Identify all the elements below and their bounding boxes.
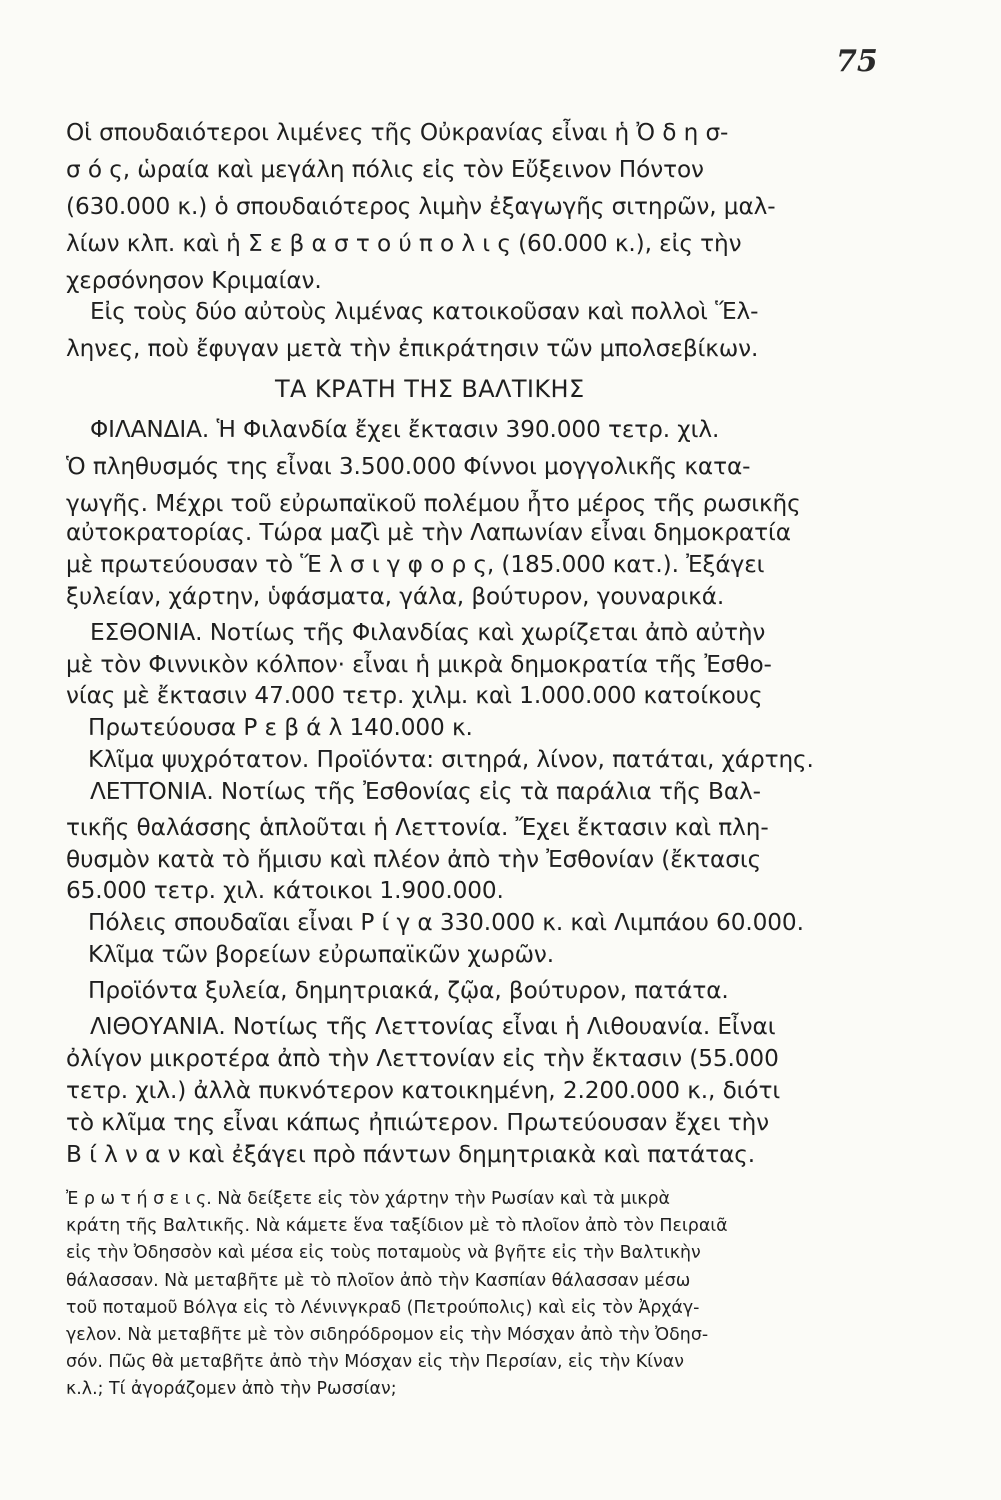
text-line: Πρωτεύουσα Ρ ε β ά λ 140.000 κ.	[88, 714, 473, 741]
text-line: αὐτοκρατορίας. Τώρα μαζὶ μὲ τὴν Λαπωνίαν εἶναι δημοκρατία	[66, 519, 791, 546]
question-line: τοῦ ποταμοῦ Βόλγα εἰς τὸ Λένινγκραδ (Πετρούπολις) καὶ εἰς τὸν Ἀρχάγ-	[66, 1297, 700, 1318]
text-line: ξυλείαν, χάρτην, ὑφάσματα, γάλα, βούτυρον, γουναρικά.	[66, 583, 725, 610]
text-line: Ὁ πληθυσμός της εἶναι 3.500.000 Φίννοι μογγολικῆς κατα-	[66, 453, 751, 480]
question-line: σόν. Πῶς θὰ μεταβῆτε ἀπὸ τὴν Μόσχαν εἰς τὴν Περσίαν, εἰς τὴν Κίναν	[66, 1352, 684, 1373]
text-line: ΛΕΤΤΟΝΙΑ. Νοτίως τῆς Ἐσθονίας εἰς τὰ παράλια τῆς Βαλ-	[90, 778, 761, 805]
text-line: (630.000 κ.) ὁ σπουδαιότερος λιμὴν ἐξαγωγῆς σιτηρῶν, μαλ-	[66, 193, 776, 220]
question-line: κ.λ.; Τί ἀγοράζομεν ἀπὸ τὴν Ρωσσίαν;	[66, 1379, 397, 1400]
text-line: μὲ τὸν Φιννικὸν κόλπον· εἶναι ἡ μικρὰ δημοκρατία τῆς Ἐσθο-	[66, 651, 772, 678]
text-line: 65.000 τετρ. χιλ. κάτοικοι 1.900.000.	[66, 877, 504, 904]
text-line: νίας μὲ ἔκτασιν 47.000 τετρ. χιλμ. καὶ 1.000.000 κατοίκους	[66, 682, 763, 709]
text-line: γωγῆς. Μέχρι τοῦ εὐρωπαϊκοῦ πολέμου ἦτο μέρος τῆς ρωσικῆς	[66, 490, 801, 517]
question-line: Ἐ ρ ω τ ή σ ε ι ς. Νὰ δείξετε εἰς τὸν χάρτην τὴν Ρωσίαν καὶ τὰ μικρὰ	[66, 1189, 671, 1209]
text-line: θυσμὸν κατὰ τὸ ἥμισυ καὶ πλέον ἀπὸ τὴν Ἐσθονίαν (ἔκτασις	[66, 846, 762, 873]
text-line: λίων κλπ. καὶ ἡ Σ ε β α σ τ ο ύ π ο λ ι ς (60.000 κ.), εἰς τὴν	[66, 230, 742, 257]
text-line: σ ό ς, ὡραία καὶ μεγάλη πόλις εἰς τὸν Εὔξεινον Πόντον	[66, 156, 704, 183]
text-line: ληνες, ποὺ ἔφυγαν μετὰ τὴν ἐπικράτησιν τῶν μπολσεβίκων.	[66, 335, 759, 362]
text-line: Οἱ σπουδαιότεροι λιμένες τῆς Οὐκρανίας εἶναι ἡ Ὀ δ η σ-	[66, 119, 729, 146]
text-line: τικῆς θαλάσσης ἁπλοῦται ἡ Λεττονία. Ἔχει ἔκτασιν καὶ πλη-	[66, 814, 769, 841]
text-line: ΛΙΘΟΥΑΝΙΑ. Νοτίως τῆς Λεττονίας εἶναι ἡ Λιθουανία. Εἶναι	[90, 1013, 776, 1040]
questions-section	[66, 1186, 934, 1404]
question-line: κράτη τῆς Βαλτικῆς. Νὰ κάμετε ἕνα ταξίδιον μὲ τὸ πλοῖον ἀπὸ τὸν Πειραιᾶ	[66, 1216, 728, 1237]
text-line: Β ί λ ν α ν καὶ ἐξάγει πρὸ πάντων δημητριακὰ καὶ πατάτας.	[66, 1141, 756, 1168]
text-line: Προϊόντα ξυλεία, δημητριακά, ζῷα, βούτυρον, πατάτα.	[88, 977, 729, 1004]
text-line: Κλῖμα τῶν βορείων εὐρωπαϊκῶν χωρῶν.	[88, 941, 555, 968]
question-line: εἰς τὴν Ὀδησσὸν καὶ μέσα εἰς τοὺς ποταμοὺς νὰ βγῆτε εἰς τὴν Βαλτικὴν	[66, 1243, 701, 1264]
text-line: ΕΣΘΟΝΙΑ. Νοτίως τῆς Φιλανδίας καὶ χωρίζεται ἀπὸ αὐτὴν	[90, 619, 766, 646]
text-line: ὀλίγον μικροτέρα ἀπὸ τὴν Λεττονίαν εἰς τὴν ἔκτασιν (55.000	[66, 1045, 779, 1072]
question-line: γελον. Νὰ μεταβῆτε μὲ τὸν σιδηρόδρομον εἰς τὴν Μόσχαν ἀπὸ τὴν Ὀδησ-	[66, 1324, 709, 1345]
question-line: θάλασσαν. Νὰ μεταβῆτε μὲ τὸ πλοῖον ἀπὸ τὴν Κασπίαν θάλασσαν μέσω	[66, 1270, 691, 1291]
text-line: μὲ πρωτεύουσαν τὸ Ἕ λ σ ι γ φ ο ρ ς, (185.000 κατ.). Ἐξάγει	[66, 551, 765, 578]
text-line: τετρ. χιλ.) ἀλλὰ πυκνότερον κατοικημένη, 2.200.000 κ., διότι	[66, 1077, 781, 1104]
text-line: ΦΙΛΑΝΔΙΑ. Ἡ Φιλανδία ἔχει ἔκτασιν 390.000 τετρ. χιλ.	[90, 416, 720, 443]
text-line: Πόλεις σπουδαῖαι εἶναι Ρ ί γ α 330.000 κ. καὶ Λιμπάου 60.000.	[88, 909, 804, 936]
section-heading: ΤΑ ΚΡΑΤΗ ΤΗΣ ΒΑΛΤΙΚΗΣ	[275, 375, 585, 403]
text-line: Εἰς τοὺς δύο αὐτοὺς λιμένας κατοικοῦσαν καὶ πολλοὶ Ἕλ-	[90, 298, 759, 325]
text-line: τὸ κλῖμα της εἶναι κάπως ἠπιώτερον. Πρωτεύουσαν ἔχει τὴν	[66, 1109, 770, 1136]
page-number: 75	[836, 44, 878, 79]
text-line: χερσόνησον Κριμαίαν.	[66, 267, 322, 294]
text-line: Κλῖμα ψυχρότατον. Προϊόντα: σιτηρά, λίνον, πατάται, χάρτης.	[88, 746, 814, 773]
